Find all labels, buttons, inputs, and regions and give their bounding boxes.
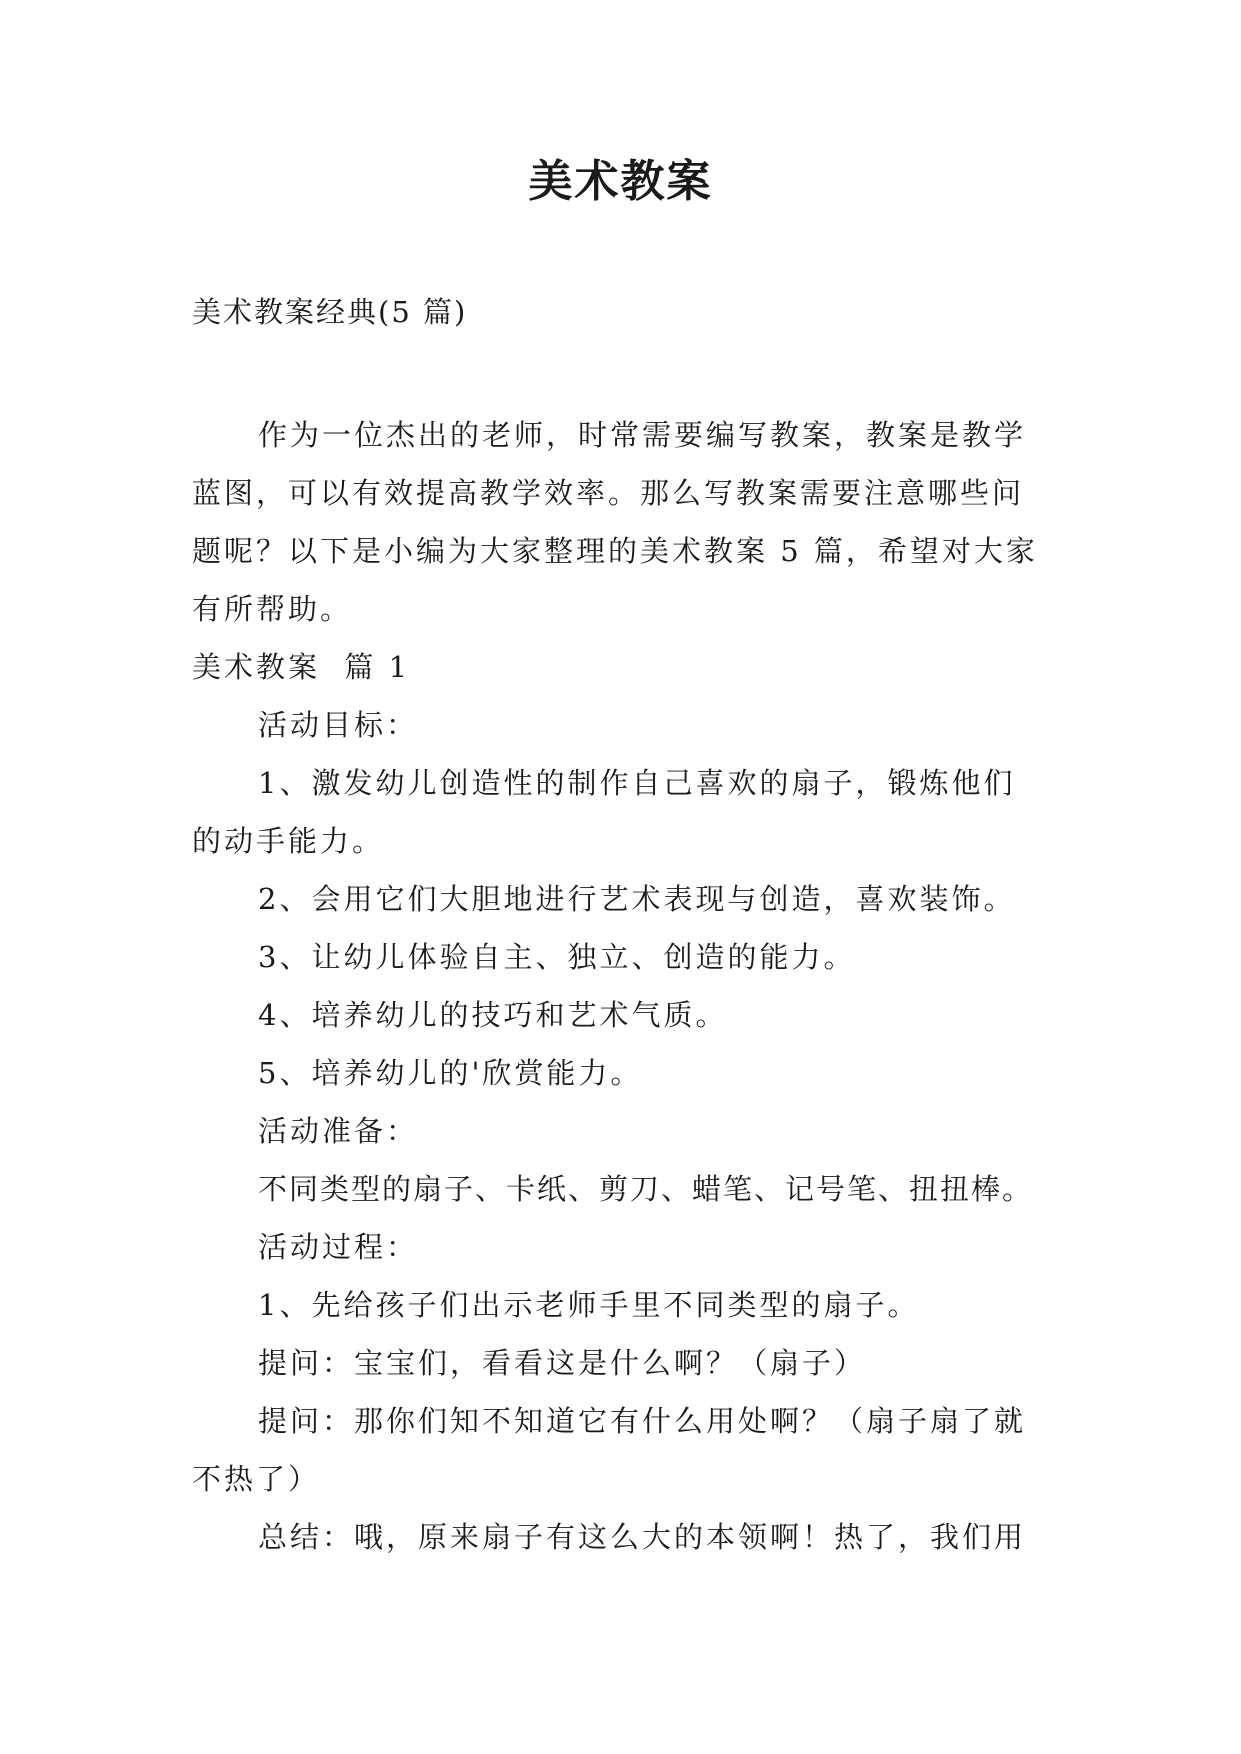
process-step-1: 1、先给孩子们出示老师手里不同类型的扇子。 xyxy=(258,1288,920,1322)
goal-1-paragraph xyxy=(192,754,1054,870)
summary-line: 总结：哦，原来扇子有这么大的本领啊！热了，我们用 xyxy=(258,1520,1027,1554)
intro-line: 蓝图，可以有效提高教学效率。那么写教案需要注意哪些问 xyxy=(192,476,1025,510)
document-body xyxy=(192,406,1054,1566)
intro-paragraph xyxy=(192,406,1054,638)
goal-4: 4、培养幼儿的技巧和艺术气质。 xyxy=(258,998,728,1032)
goal-5: 5、培养幼儿的'欣赏能力。 xyxy=(258,1056,643,1090)
goal-1-line: 1、激发幼儿创造性的制作自己喜欢的扇子，锻炼他们 xyxy=(258,766,1016,800)
intro-line: 题呢？以下是小编为大家整理的美术教案 5 篇，希望对大家 xyxy=(192,534,1038,568)
question-2-line: 提问：那你们知不知道它有什么用处啊？（扇子扇了就 xyxy=(258,1404,1027,1438)
question-1: 提问：宝宝们，看看这是什么啊？（扇子） xyxy=(258,1346,867,1380)
process-heading: 活动过程： xyxy=(258,1230,419,1264)
prep-heading: 活动准备： xyxy=(258,1114,419,1148)
intro-line: 有所帮助。 xyxy=(192,592,353,626)
question-2-line: 不热了） xyxy=(192,1462,321,1496)
prep-text: 不同类型的扇子、卡纸、剪刀、蜡笔、记号笔、扭扭棒。 xyxy=(258,1172,1034,1206)
section-heading: 美术教案 篇 1 xyxy=(192,650,411,684)
question-2-paragraph xyxy=(192,1392,1054,1508)
goals-heading: 活动目标： xyxy=(258,708,419,742)
intro-line: 作为一位杰出的老师，时常需要编写教案，教案是教学 xyxy=(258,418,1027,452)
goal-1-line: 的动手能力。 xyxy=(192,824,385,858)
goal-2: 2、会用它们大胆地进行艺术表现与创造，喜欢装饰。 xyxy=(258,882,1016,916)
document-subtitle: 美术教案经典(5 篇) xyxy=(192,295,468,329)
goal-3: 3、让幼儿体验自主、独立、创造的能力。 xyxy=(258,940,856,974)
page-title: 美术教案 xyxy=(528,156,713,207)
